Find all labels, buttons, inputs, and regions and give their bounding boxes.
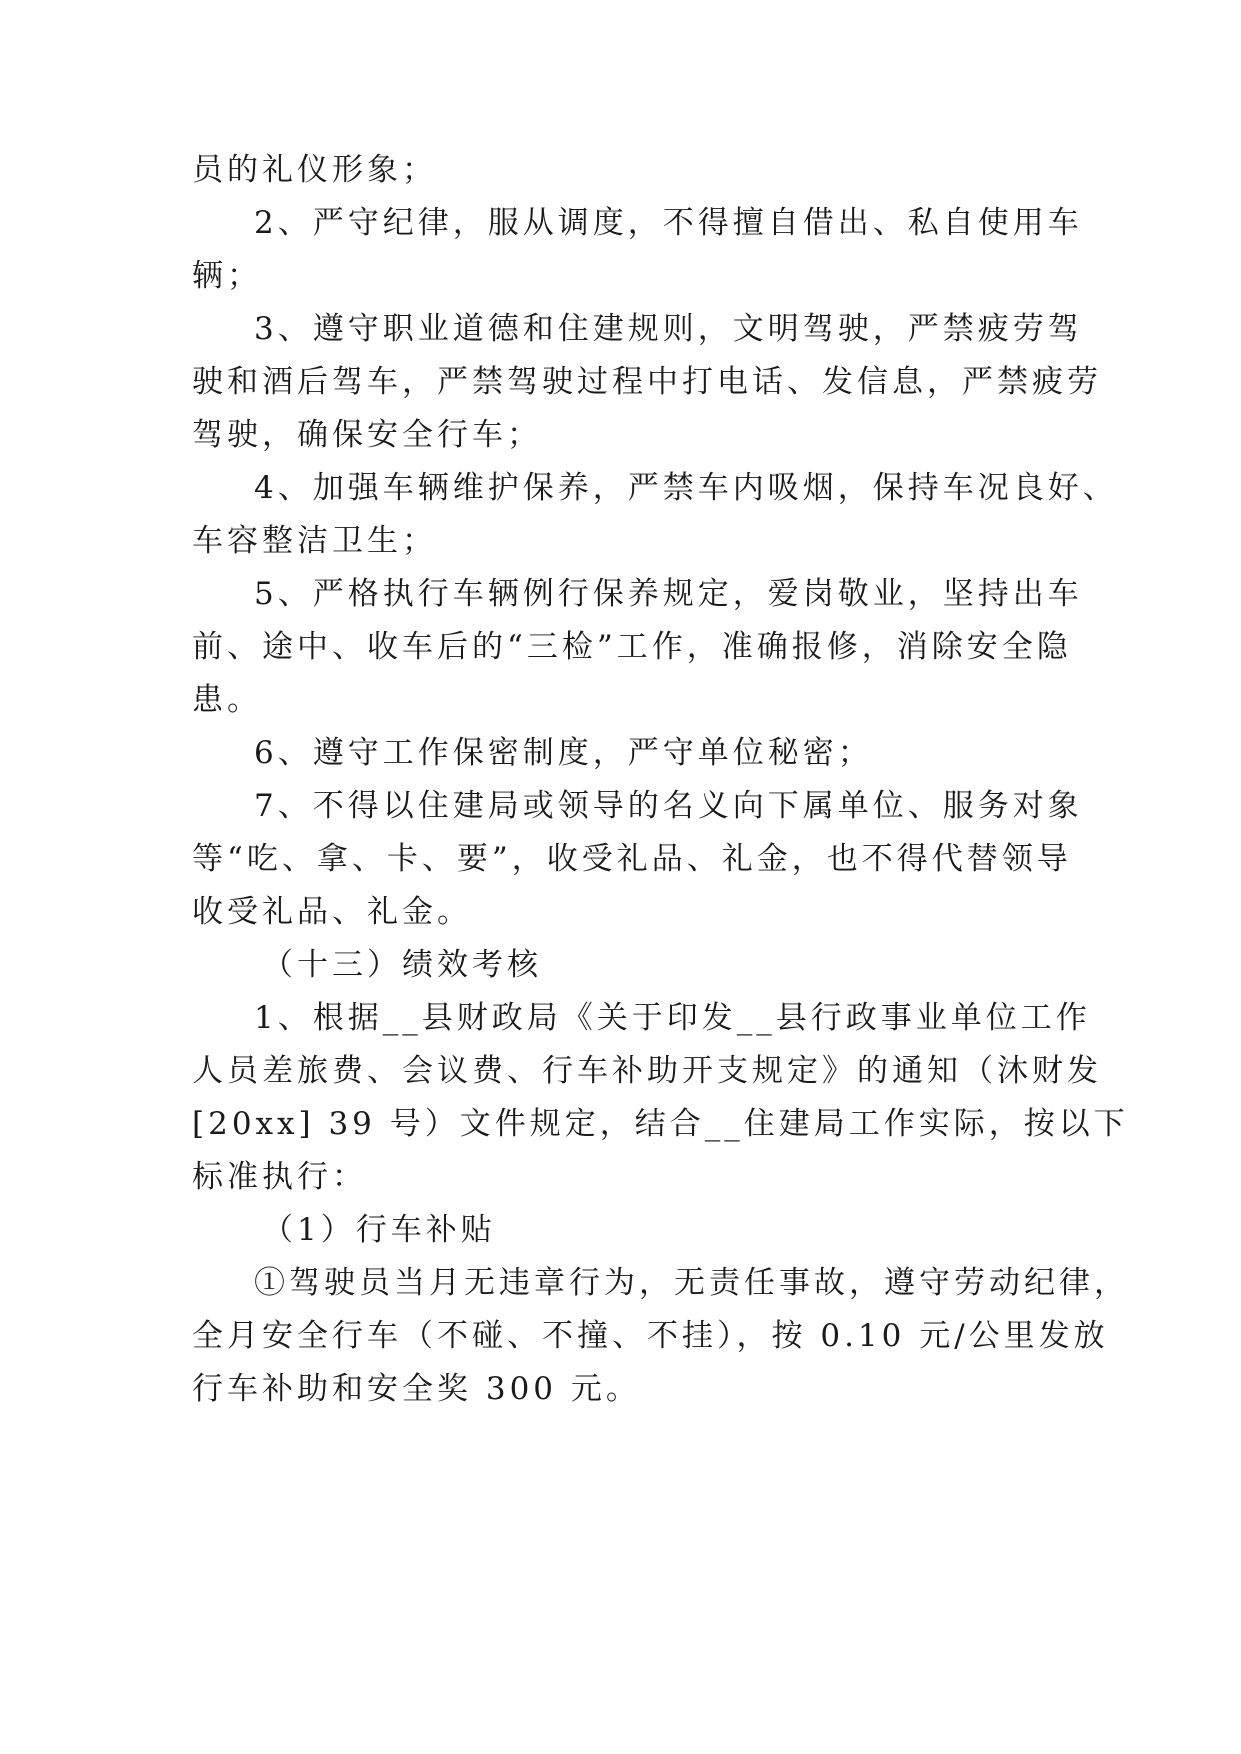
text-line: 3、遵守职业道德和住建规则，文明驾驶，严禁疲劳驾	[254, 311, 1083, 347]
text-line: 等“吃、拿、卡、要”，收受礼品、礼金，也不得代替领导	[192, 841, 1072, 877]
text-line: 驶和酒后驾车，严禁驾驶过程中打电话、发信息，严禁疲劳	[192, 364, 1102, 400]
text-line: 收受礼品、礼金。	[192, 894, 472, 930]
text-line: 车容整洁卫生；	[192, 523, 437, 559]
subsection-heading: （1）行车补贴	[262, 1212, 496, 1248]
text-line: 驾驶，确保安全行车；	[192, 417, 542, 453]
text-line: ①驾驶员当月无违章行为，无责任事故，遵守劳动纪律，	[254, 1265, 1129, 1301]
section-heading: （十三）绩效考核	[262, 947, 542, 983]
text-line: 1、根据__县财政局《关于印发__县行政事业单位工作	[254, 1000, 1091, 1036]
text-line: 患。	[192, 682, 262, 718]
text-line: 前、途中、收车后的“三检”工作，准确报修，消除安全隐	[192, 629, 1072, 665]
text-line: 员的礼仪形象；	[192, 152, 437, 188]
text-line: 标准执行：	[192, 1159, 367, 1195]
text-line: 6、遵守工作保密制度，严守单位秘密；	[254, 735, 873, 771]
text-line: 辆；	[192, 258, 262, 294]
text-line: 5、严格执行车辆例行保养规定，爱岗敬业，坚持出车	[254, 576, 1083, 612]
text-line: 4、加强车辆维护保养，严禁车内吸烟，保持车况良好、	[254, 470, 1118, 506]
text-line: 7、不得以住建局或领导的名义向下属单位、服务对象	[254, 788, 1083, 824]
text-line: 全月安全行车（不碰、不撞、不挂），按 0.10 元/公里发放	[192, 1318, 1109, 1354]
text-line: 2、严守纪律，服从调度，不得擅自借出、私自使用车	[254, 205, 1083, 241]
text-line: [20xx] 39 号）文件规定，结合__住建局工作实际，按以下	[192, 1106, 1129, 1142]
text-line: 人员差旅费、会议费、行车补助开支规定》的通知（沐财发	[192, 1053, 1102, 1089]
text-line: 行车补助和安全奖 300 元。	[192, 1371, 641, 1407]
